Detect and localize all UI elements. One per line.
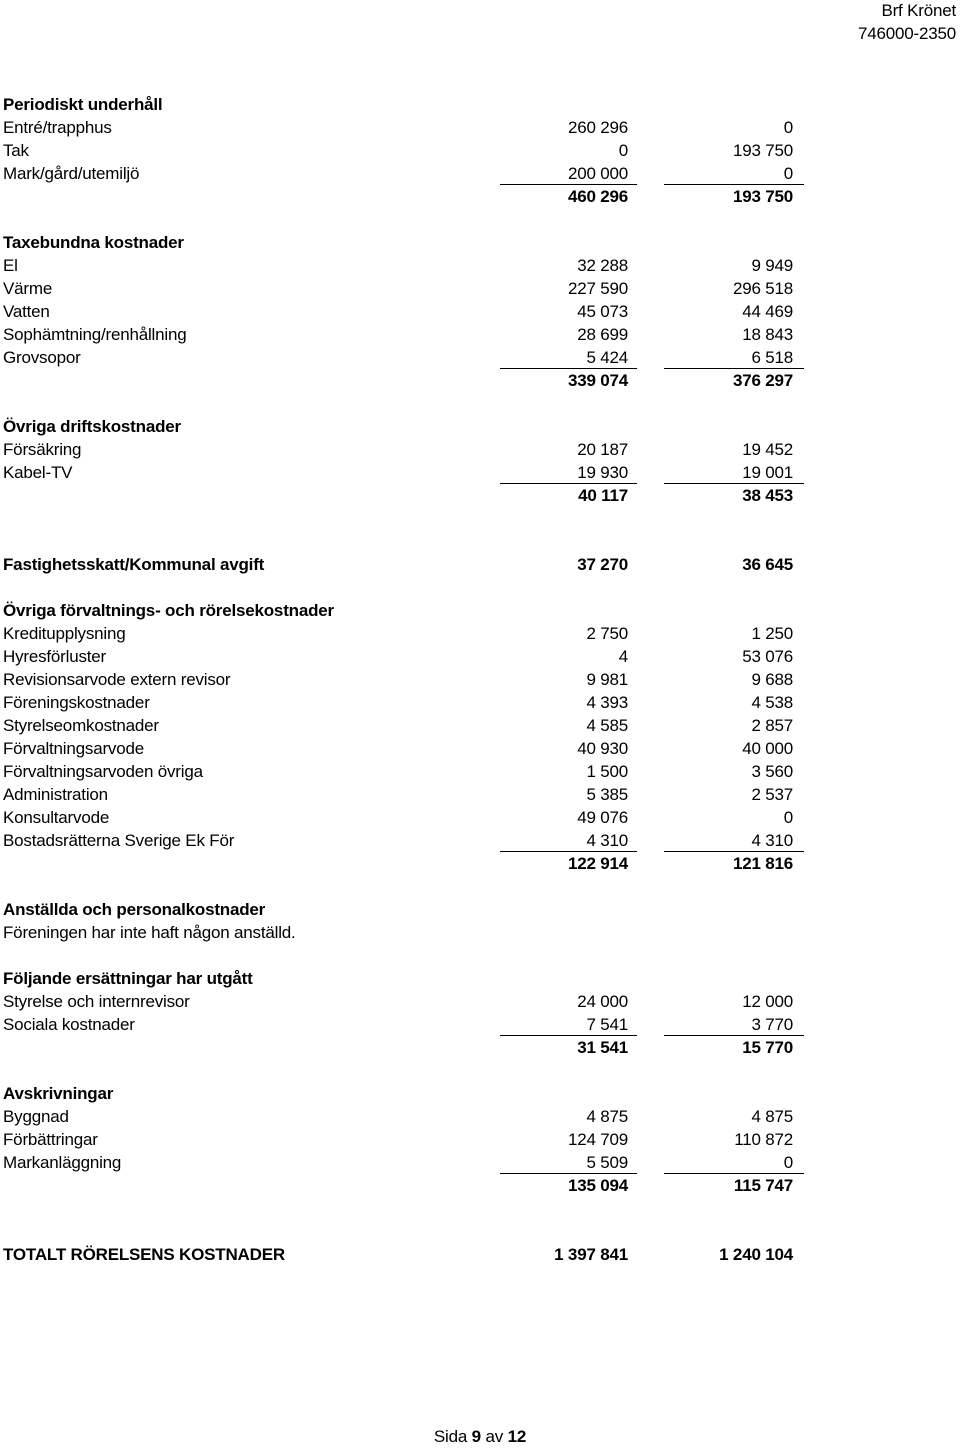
row-label: Tak <box>3 141 29 160</box>
subtotal-row <box>3 852 803 875</box>
subtotal-current-year: 135 094 <box>567 1176 628 1195</box>
table-row <box>3 806 803 829</box>
section-title: Övriga driftskostnader <box>3 417 181 436</box>
section-depreciation <box>3 1082 803 1197</box>
value-previous-year: 19 452 <box>742 440 793 459</box>
page-prefix: Sida <box>433 1427 468 1446</box>
value-current-year: 20 187 <box>577 440 628 459</box>
subtotal-previous-year: 121 816 <box>732 854 793 873</box>
value-current-year: 4 <box>618 647 628 666</box>
value-previous-year: 193 750 <box>732 141 793 160</box>
page-header <box>858 0 956 45</box>
row-label: Sociala kostnader <box>3 1015 135 1034</box>
subtotal-current-year: 122 914 <box>567 854 628 873</box>
subtotal-row <box>3 1174 803 1197</box>
value-current-year: 4 585 <box>586 716 628 735</box>
table-row <box>3 1151 803 1174</box>
value-previous-year: 0 <box>783 808 793 827</box>
row-label: Hyresförluster <box>3 647 107 666</box>
value-current-year: 5 509 <box>586 1153 628 1172</box>
value-current-year: 32 288 <box>577 256 628 275</box>
value-previous-year: 6 518 <box>751 348 793 367</box>
value-current-year: 5 424 <box>586 348 628 367</box>
table-row <box>3 1128 803 1151</box>
value-current-year: 124 709 <box>567 1130 628 1149</box>
page-footer <box>0 1425 960 1448</box>
subtotal-previous-year: 38 453 <box>742 486 793 505</box>
value-previous-year: 4 875 <box>751 1107 793 1126</box>
row-label: Sophämtning/renhållning <box>3 325 187 344</box>
value-current-year: 2 750 <box>586 624 628 643</box>
subtotal-previous-year: 115 747 <box>733 1176 793 1195</box>
value-previous-year: 19 001 <box>742 463 793 482</box>
table-row <box>3 300 803 323</box>
table-row <box>3 645 803 668</box>
value-previous-year: 110 872 <box>734 1130 793 1149</box>
table-row <box>3 162 803 185</box>
row-label: Administration <box>3 785 108 804</box>
table-row <box>3 139 803 162</box>
table-row <box>3 277 803 300</box>
section-title: Övriga förvaltnings- och rörelsekostnader <box>3 601 334 620</box>
value-current-year: 24 000 <box>577 992 628 1011</box>
value-previous-year: 0 <box>783 164 793 183</box>
value-current-year: 227 590 <box>567 279 628 298</box>
table-row <box>3 323 803 346</box>
value-previous-year: 53 076 <box>742 647 793 666</box>
table-row <box>3 990 803 1013</box>
value-previous-year: 36 645 <box>742 555 793 574</box>
section-property-tax <box>3 553 803 576</box>
subtotal-previous-year: 376 297 <box>732 371 793 390</box>
grand-total-row <box>3 1243 803 1266</box>
row-label: Värme <box>3 279 53 298</box>
row-label: Föreningskostnader <box>3 693 150 712</box>
table-row <box>3 438 803 461</box>
table-row <box>3 737 803 760</box>
grand-total-current-year: 1 397 841 <box>554 1245 628 1264</box>
grand-total-previous-year: 1 240 104 <box>719 1245 793 1264</box>
subtotal-row <box>3 484 803 507</box>
table-row <box>3 783 803 806</box>
row-label: Konsultarvode <box>3 808 110 827</box>
value-current-year: 0 <box>618 141 628 160</box>
table-row <box>3 760 803 783</box>
value-current-year: 7 541 <box>586 1015 628 1034</box>
section-periodic-maintenance <box>3 93 803 208</box>
row-label: Bostadsrätterna Sverige Ek För <box>3 831 235 850</box>
section-title: Följande ersättningar har utgått <box>3 969 253 988</box>
table-row <box>3 461 803 484</box>
row-label: El <box>3 256 18 275</box>
value-current-year: 9 981 <box>586 670 628 689</box>
staff-note: Föreningen har inte haft någon anställd. <box>3 923 296 942</box>
org-name: Brf Krönet <box>881 1 956 20</box>
value-current-year: 40 930 <box>577 739 628 758</box>
page-separator: av <box>485 1427 504 1446</box>
value-previous-year: 2 537 <box>751 785 793 804</box>
cost-notes <box>3 93 803 1266</box>
value-previous-year: 2 857 <box>751 716 793 735</box>
value-previous-year: 9 688 <box>751 670 793 689</box>
table-row <box>3 668 803 691</box>
subtotal-current-year: 339 074 <box>567 371 628 390</box>
table-row <box>3 346 803 369</box>
subtotal-current-year: 31 541 <box>577 1038 628 1057</box>
value-previous-year: 0 <box>783 1153 793 1172</box>
value-current-year: 37 270 <box>577 555 628 574</box>
page-number: 9 <box>471 1427 481 1446</box>
value-previous-year: 12 000 <box>742 992 793 1011</box>
table-row <box>3 254 803 277</box>
row-label: Mark/gård/utemiljö <box>3 164 140 183</box>
value-current-year: 45 073 <box>577 302 628 321</box>
section-utility-costs <box>3 231 803 392</box>
row-label: Kreditupplysning <box>3 624 126 643</box>
table-row <box>3 1105 803 1128</box>
row-label: Förvaltningsarvode <box>3 739 144 758</box>
section-title: Anställda och personalkostnader <box>3 900 266 919</box>
row-label: Vatten <box>3 302 50 321</box>
value-previous-year: 296 518 <box>732 279 793 298</box>
row-label: Styrelseomkostnader <box>3 716 159 735</box>
page-total: 12 <box>507 1427 527 1446</box>
value-previous-year: 4 310 <box>751 831 793 850</box>
value-current-year: 28 699 <box>577 325 628 344</box>
section-other-operating-costs <box>3 415 803 507</box>
value-current-year: 19 930 <box>577 463 628 482</box>
value-previous-year: 4 538 <box>751 693 793 712</box>
section-title: Avskrivningar <box>3 1084 114 1103</box>
subtotal-row <box>3 369 803 392</box>
row-label: Revisionsarvode extern revisor <box>3 670 231 689</box>
value-previous-year: 18 843 <box>742 325 793 344</box>
table-row <box>3 116 803 139</box>
row-label: Kabel-TV <box>3 463 73 482</box>
row-label: Fastighetsskatt/Kommunal avgift <box>3 555 265 574</box>
subtotal-previous-year: 193 750 <box>732 187 793 206</box>
subtotal-current-year: 40 117 <box>578 486 628 505</box>
section-title: Taxebundna kostnader <box>3 233 184 252</box>
section-title: Periodiskt underhåll <box>3 95 163 114</box>
row-label: Markanläggning <box>3 1153 122 1172</box>
subtotal-previous-year: 15 770 <box>742 1038 793 1057</box>
table-row <box>3 1013 803 1036</box>
row-label: Förbättringar <box>3 1130 98 1149</box>
value-current-year: 200 000 <box>567 164 628 183</box>
value-current-year: 5 385 <box>586 785 628 804</box>
row-label: Styrelse och internrevisor <box>3 992 190 1011</box>
row-label: Förvaltningsarvoden övriga <box>3 762 203 781</box>
value-previous-year: 44 469 <box>742 302 793 321</box>
value-previous-year: 1 250 <box>751 624 793 643</box>
subtotal-row <box>3 185 803 208</box>
value-current-year: 49 076 <box>577 808 628 827</box>
table-row <box>3 622 803 645</box>
subtotal-current-year: 460 296 <box>567 187 628 206</box>
value-current-year: 4 393 <box>586 693 628 712</box>
value-previous-year: 40 000 <box>742 739 793 758</box>
table-row <box>3 553 803 576</box>
value-previous-year: 9 949 <box>751 256 793 275</box>
value-previous-year: 3 560 <box>751 762 793 781</box>
value-current-year: 4 310 <box>586 831 628 850</box>
row-label: Entré/trapphus <box>3 118 112 137</box>
section-compensation <box>3 967 803 1059</box>
grand-total-label: TOTALT RÖRELSENS KOSTNADER <box>3 1245 285 1264</box>
table-row <box>3 829 803 852</box>
section-grand-total <box>3 1243 803 1266</box>
org-number: 746000-2350 <box>857 24 956 43</box>
value-current-year: 4 875 <box>586 1107 628 1126</box>
row-label: Försäkring <box>3 440 82 459</box>
value-current-year: 260 296 <box>567 118 628 137</box>
subtotal-row <box>3 1036 803 1059</box>
value-previous-year: 3 770 <box>751 1015 793 1034</box>
table-row <box>3 691 803 714</box>
value-previous-year: 0 <box>783 118 793 137</box>
value-current-year: 1 500 <box>586 762 628 781</box>
section-staff <box>3 898 803 944</box>
row-label: Byggnad <box>3 1107 69 1126</box>
row-label: Grovsopor <box>3 348 81 367</box>
section-administrative-costs <box>3 599 803 875</box>
table-row <box>3 714 803 737</box>
